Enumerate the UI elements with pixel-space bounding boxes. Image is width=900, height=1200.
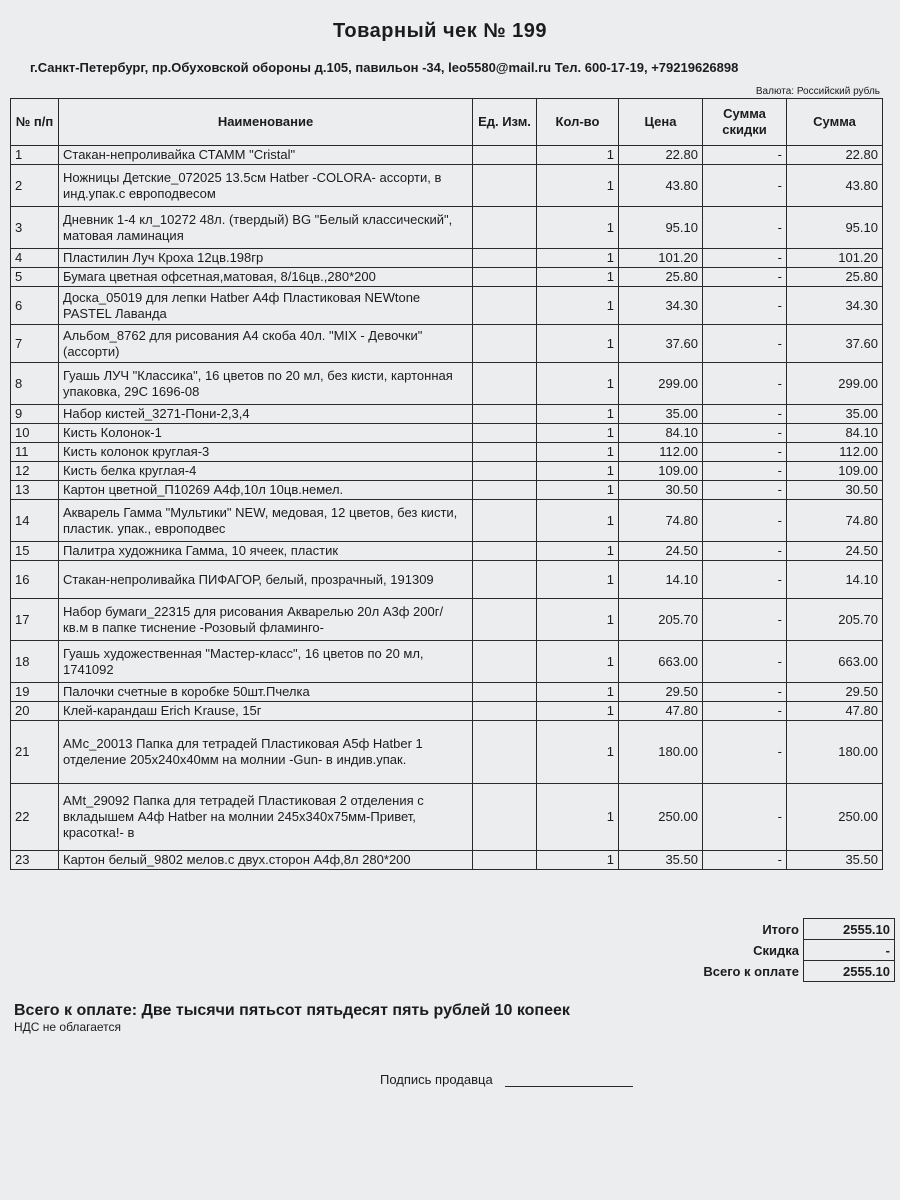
row-discount: - [703, 424, 787, 443]
row-discount: - [703, 363, 787, 405]
row-sum: 35.00 [787, 405, 883, 424]
row-sum: 205.70 [787, 599, 883, 641]
row-name: Акварель Гамма "Мультики" NEW, медовая, 12 цветов, без кисти, пластик. упак., европодвес [59, 500, 473, 542]
row-number: 14 [11, 500, 59, 542]
row-unit [473, 721, 537, 784]
row-price: 84.10 [619, 424, 703, 443]
row-sum: 109.00 [787, 462, 883, 481]
row-unit [473, 325, 537, 363]
row-unit [473, 443, 537, 462]
row-unit [473, 851, 537, 870]
row-discount: - [703, 207, 787, 249]
row-unit [473, 207, 537, 249]
row-sum: 30.50 [787, 481, 883, 500]
row-name: Альбом_8762 для рисования А4 скоба 40л. "MIX - Девочки" (ассорти) [59, 325, 473, 363]
row-price: 109.00 [619, 462, 703, 481]
row-qty: 1 [537, 287, 619, 325]
row-sum: 101.20 [787, 249, 883, 268]
itogo-label: Итого [762, 921, 799, 937]
row-unit [473, 146, 537, 165]
row-unit [473, 405, 537, 424]
row-discount: - [703, 146, 787, 165]
row-number: 16 [11, 561, 59, 599]
row-name: Кисть Колонок-1 [59, 424, 473, 443]
row-unit [473, 363, 537, 405]
itogo-value: 2555.10 [804, 919, 895, 940]
row-number: 2 [11, 165, 59, 207]
table-row [11, 784, 883, 851]
row-name: Гуашь художественная "Мастер-класс", 16 цветов по 20 мл, 1741092 [59, 641, 473, 683]
row-qty: 1 [537, 165, 619, 207]
row-discount: - [703, 683, 787, 702]
skidka-value: - [804, 940, 895, 961]
row-sum: 35.50 [787, 851, 883, 870]
row-number: 10 [11, 424, 59, 443]
row-name: АМс_20013 Папка для тетрадей Пластиковая А5ф Hatber 1 отделение 205х240х40мм на молнии -Gun- в индив.упак. [59, 721, 473, 784]
row-price: 25.80 [619, 268, 703, 287]
row-price: 95.10 [619, 207, 703, 249]
vsego-label: Всего к оплате [703, 963, 799, 979]
row-number: 8 [11, 363, 59, 405]
row-sum: 34.30 [787, 287, 883, 325]
row-qty: 1 [537, 599, 619, 641]
row-sum: 299.00 [787, 363, 883, 405]
row-name: Клей-карандаш Erich Krause, 15г [59, 702, 473, 721]
items-body [11, 146, 883, 870]
row-discount: - [703, 405, 787, 424]
row-discount: - [703, 542, 787, 561]
col-header-sum: Сумма [787, 99, 883, 146]
row-qty: 1 [537, 462, 619, 481]
row-sum: 37.60 [787, 325, 883, 363]
totals-block [560, 918, 895, 982]
row-price: 22.80 [619, 146, 703, 165]
row-qty: 1 [537, 325, 619, 363]
table-row [11, 561, 883, 599]
row-unit [473, 500, 537, 542]
row-price: 24.50 [619, 542, 703, 561]
row-number: 13 [11, 481, 59, 500]
row-unit [473, 702, 537, 721]
row-qty: 1 [537, 721, 619, 784]
row-discount: - [703, 268, 787, 287]
row-name: Кисть белка круглая-4 [59, 462, 473, 481]
col-header-qty: Кол-во [537, 99, 619, 146]
seller-address: г.Санкт-Петербург, пр.Обуховской обороны д.105, павильон -34, leo5580@mail.ru Тел. 600-17-19, +79219626898 [30, 60, 739, 75]
row-sum: 112.00 [787, 443, 883, 462]
row-qty: 1 [537, 268, 619, 287]
row-sum: 84.10 [787, 424, 883, 443]
row-sum: 95.10 [787, 207, 883, 249]
row-qty: 1 [537, 561, 619, 599]
table-row [11, 146, 883, 165]
row-discount: - [703, 851, 787, 870]
row-unit [473, 599, 537, 641]
row-price: 180.00 [619, 721, 703, 784]
table-row [11, 424, 883, 443]
row-name: Палочки счетные в коробке 50шт.Пчелка [59, 683, 473, 702]
row-price: 250.00 [619, 784, 703, 851]
row-qty: 1 [537, 481, 619, 500]
signature-line [505, 1072, 633, 1087]
table-row [11, 542, 883, 561]
table-row [11, 851, 883, 870]
row-name: Палитра художника Гамма, 10 ячеек, пластик [59, 542, 473, 561]
row-price: 101.20 [619, 249, 703, 268]
table-row [11, 702, 883, 721]
row-discount: - [703, 462, 787, 481]
col-header-name: Наименование [59, 99, 473, 146]
row-unit [473, 424, 537, 443]
row-price: 34.30 [619, 287, 703, 325]
row-price: 43.80 [619, 165, 703, 207]
row-number: 1 [11, 146, 59, 165]
row-unit [473, 165, 537, 207]
row-price: 35.00 [619, 405, 703, 424]
row-unit [473, 481, 537, 500]
row-sum: 22.80 [787, 146, 883, 165]
row-price: 205.70 [619, 599, 703, 641]
row-qty: 1 [537, 784, 619, 851]
row-number: 11 [11, 443, 59, 462]
table-row [11, 599, 883, 641]
row-discount: - [703, 500, 787, 542]
row-unit [473, 561, 537, 599]
vat-note: НДС не облагается [14, 1020, 122, 1034]
row-sum: 29.50 [787, 683, 883, 702]
row-number: 20 [11, 702, 59, 721]
row-discount: - [703, 641, 787, 683]
row-discount: - [703, 702, 787, 721]
table-row [11, 443, 883, 462]
table-row [11, 721, 883, 784]
row-number: 18 [11, 641, 59, 683]
row-discount: - [703, 721, 787, 784]
totals-skidka-row [560, 940, 895, 961]
row-name: АМt_29092 Папка для тетрадей Пластиковая 2 отделения с вкладышем А4ф Hatber на молнии 245х340х75мм-Привет, красотка!- в [59, 784, 473, 851]
table-row [11, 481, 883, 500]
row-price: 29.50 [619, 683, 703, 702]
table-row [11, 405, 883, 424]
skidka-label: Скидка [753, 942, 799, 958]
table-row [11, 363, 883, 405]
row-unit [473, 683, 537, 702]
row-qty: 1 [537, 207, 619, 249]
row-sum: 663.00 [787, 641, 883, 683]
row-number: 4 [11, 249, 59, 268]
row-number: 3 [11, 207, 59, 249]
row-name: Набор кистей_3271-Пони-2,3,4 [59, 405, 473, 424]
row-number: 22 [11, 784, 59, 851]
row-name: Картон цветной_П10269 А4ф,10л 10цв.немел. [59, 481, 473, 500]
row-discount: - [703, 784, 787, 851]
row-price: 37.60 [619, 325, 703, 363]
row-qty: 1 [537, 641, 619, 683]
row-price: 663.00 [619, 641, 703, 683]
row-number: 23 [11, 851, 59, 870]
row-price: 14.10 [619, 561, 703, 599]
currency-note: Валюта: Российский рубль [755, 86, 880, 97]
row-sum: 43.80 [787, 165, 883, 207]
row-number: 12 [11, 462, 59, 481]
signature-label: Подпись продавца [380, 1072, 493, 1087]
row-price: 112.00 [619, 443, 703, 462]
row-discount: - [703, 481, 787, 500]
row-number: 19 [11, 683, 59, 702]
col-header-discount: Сумма скидки [703, 99, 787, 146]
table-row [11, 500, 883, 542]
row-unit [473, 462, 537, 481]
row-unit [473, 268, 537, 287]
row-name: Гуашь ЛУЧ "Классика", 16 цветов по 20 мл, без кисти, картонная упаковка, 29С 1696-08 [59, 363, 473, 405]
row-qty: 1 [537, 500, 619, 542]
row-price: 74.80 [619, 500, 703, 542]
total-in-words: Всего к оплате: Две тысячи пятьсот пятьдесят пять рублей 10 копеек [14, 1002, 570, 1019]
row-number: 7 [11, 325, 59, 363]
row-name: Стакан-непроливайка ПИФАГОР, белый, прозрачный, 191309 [59, 561, 473, 599]
row-qty: 1 [537, 851, 619, 870]
row-number: 15 [11, 542, 59, 561]
row-qty: 1 [537, 443, 619, 462]
table-row [11, 325, 883, 363]
table-row [11, 641, 883, 683]
row-name: Стакан-непроливайка СТАММ "Cristal" [59, 146, 473, 165]
row-qty: 1 [537, 424, 619, 443]
row-discount: - [703, 599, 787, 641]
row-name: Доска_05019 для лепки Hatber А4ф Пластиковая NEWtone PASTEL Лаванда [59, 287, 473, 325]
row-name: Кисть колонок круглая-3 [59, 443, 473, 462]
row-qty: 1 [537, 249, 619, 268]
row-discount: - [703, 561, 787, 599]
table-row [11, 207, 883, 249]
row-name: Ножницы Детские_072025 13.5см Hatber -COLORA- ассорти, в инд.упак.с европодвесом [59, 165, 473, 207]
totals-vsego-row [560, 961, 895, 982]
row-sum: 25.80 [787, 268, 883, 287]
row-discount: - [703, 165, 787, 207]
row-discount: - [703, 325, 787, 363]
items-table [10, 98, 883, 870]
row-sum: 14.10 [787, 561, 883, 599]
table-row [11, 287, 883, 325]
row-number: 9 [11, 405, 59, 424]
row-number: 6 [11, 287, 59, 325]
row-discount: - [703, 443, 787, 462]
col-header-number: № п/п [11, 99, 59, 146]
row-name: Дневник 1-4 кл_10272 48л. (твердый) BG "Белый классический", матовая ламинация [59, 207, 473, 249]
row-unit [473, 287, 537, 325]
row-qty: 1 [537, 405, 619, 424]
row-price: 30.50 [619, 481, 703, 500]
row-price: 35.50 [619, 851, 703, 870]
table-row [11, 249, 883, 268]
table-header-row [11, 99, 883, 146]
row-sum: 24.50 [787, 542, 883, 561]
row-unit [473, 641, 537, 683]
table-row [11, 268, 883, 287]
signature-block [380, 1072, 633, 1087]
table-row [11, 462, 883, 481]
table-row [11, 683, 883, 702]
col-header-price: Цена [619, 99, 703, 146]
row-unit [473, 249, 537, 268]
row-qty: 1 [537, 363, 619, 405]
row-price: 47.80 [619, 702, 703, 721]
row-sum: 250.00 [787, 784, 883, 851]
row-number: 5 [11, 268, 59, 287]
row-unit [473, 784, 537, 851]
row-sum: 180.00 [787, 721, 883, 784]
receipt-title: Товарный чек № 199 [332, 20, 548, 42]
totals-itogo-row [560, 919, 895, 940]
row-qty: 1 [537, 702, 619, 721]
row-sum: 74.80 [787, 500, 883, 542]
row-number: 17 [11, 599, 59, 641]
row-discount: - [703, 287, 787, 325]
table-row [11, 165, 883, 207]
row-unit [473, 542, 537, 561]
row-name: Пластилин Луч Кроха 12цв.198гр [59, 249, 473, 268]
col-header-unit: Ед. Изм. [473, 99, 537, 146]
row-qty: 1 [537, 683, 619, 702]
row-name: Бумага цветная офсетная,матовая, 8/16цв.,280*200 [59, 268, 473, 287]
row-sum: 47.80 [787, 702, 883, 721]
row-discount: - [703, 249, 787, 268]
row-qty: 1 [537, 542, 619, 561]
vsego-value: 2555.10 [804, 961, 895, 982]
row-name: Картон белый_9802 мелов.с двух.сторон А4ф,8л 280*200 [59, 851, 473, 870]
row-qty: 1 [537, 146, 619, 165]
row-name: Набор бумаги_22315 для рисования Акварелью 20л А3ф 200г/кв.м в папке тиснение -Розовый фламинго- [59, 599, 473, 641]
row-price: 299.00 [619, 363, 703, 405]
row-number: 21 [11, 721, 59, 784]
